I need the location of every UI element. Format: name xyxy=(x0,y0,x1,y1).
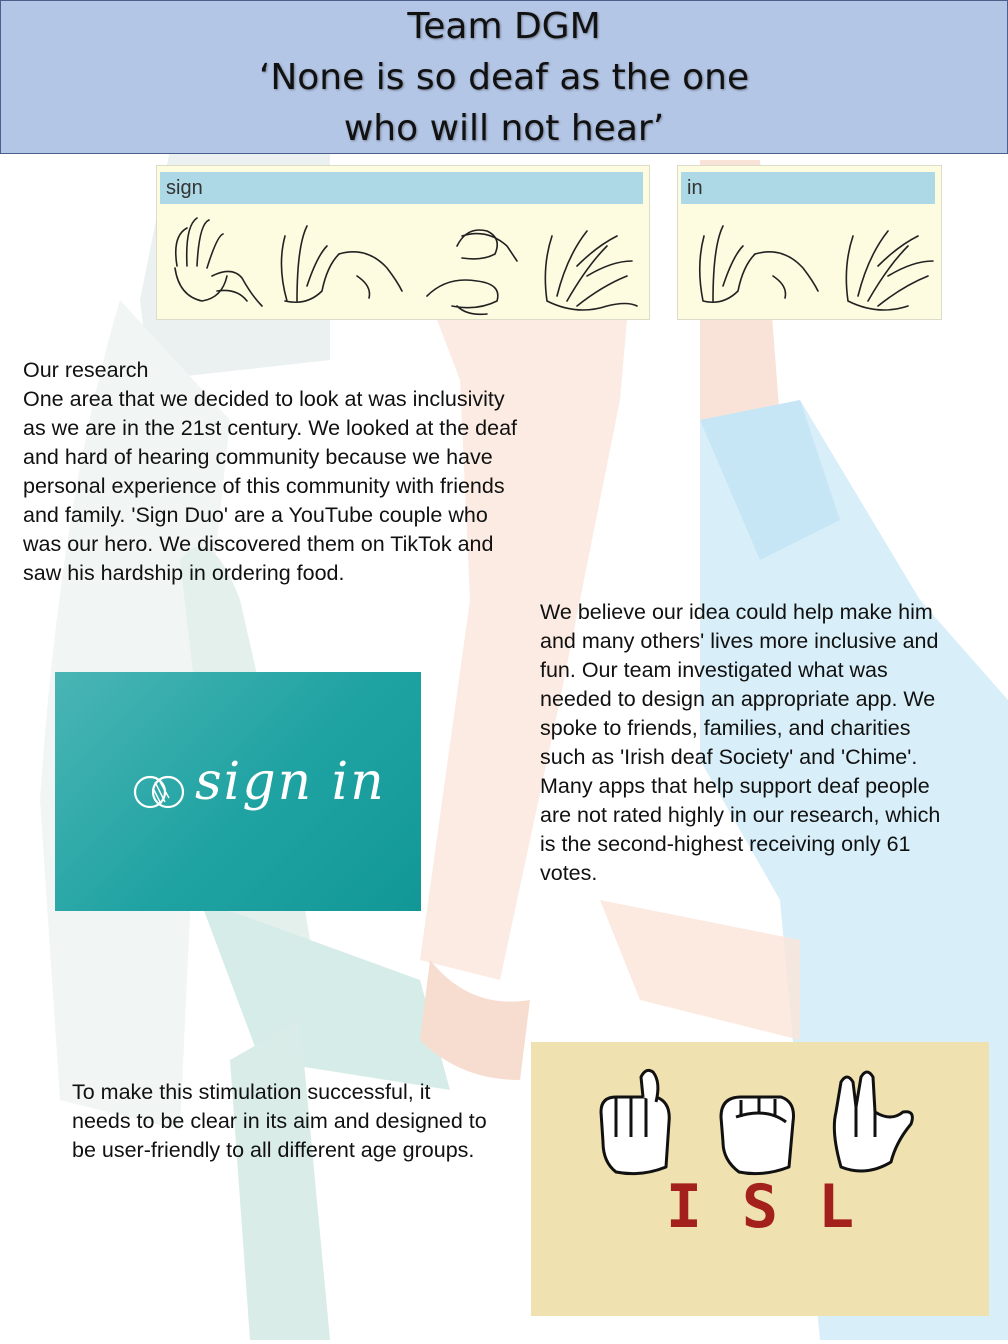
sign-card-sign xyxy=(156,165,650,320)
isl-image xyxy=(531,1042,989,1316)
isl-letters: ISL xyxy=(665,1172,895,1242)
research-section xyxy=(23,356,518,588)
research-body: One area that we decided to look at was inclusivity as we are in the 21st century. We looked at the deaf and hard of hearing community because we have personal experience of this community with friends and family. 'Sign Duo' are a YouTube couple who was our hero. We discovered them on TikTok and saw his hardship in ordering food. xyxy=(23,387,517,585)
idea-paragraph: We believe our idea could help make him and many others' lives more inclusive and fun. Our team investigated what was needed to design an appropriate app. We spoke to friends, families, and charities such as 'Irish deaf Society' and 'Chime'. Many apps that help support deaf people are not rated highly in our research, which is the second-highest receiving only 61 votes. xyxy=(540,600,941,885)
hand-sign-sequence-icon xyxy=(678,206,941,316)
hand-fingerspelling-icon xyxy=(531,1042,989,1182)
closing-paragraph: To make this stimulation successful, it needs to be clear in its aim and designed to be user-friendly to all different age groups. xyxy=(72,1080,487,1162)
motto-line-1: ‘None is so deaf as the one xyxy=(258,57,750,98)
title-banner xyxy=(0,0,1008,154)
research-heading: Our research xyxy=(23,358,149,382)
sign-card-label: sign xyxy=(160,172,643,204)
team-name: Team DGM xyxy=(407,6,601,47)
sign-in-logo xyxy=(55,672,421,911)
logo-wordmark: sign in xyxy=(195,752,386,812)
motto-line-2: who will not hear’ xyxy=(343,108,665,149)
sign-card-label: in xyxy=(681,172,935,204)
hand-sign-sequence-icon xyxy=(157,206,649,316)
sign-card-in xyxy=(677,165,942,320)
